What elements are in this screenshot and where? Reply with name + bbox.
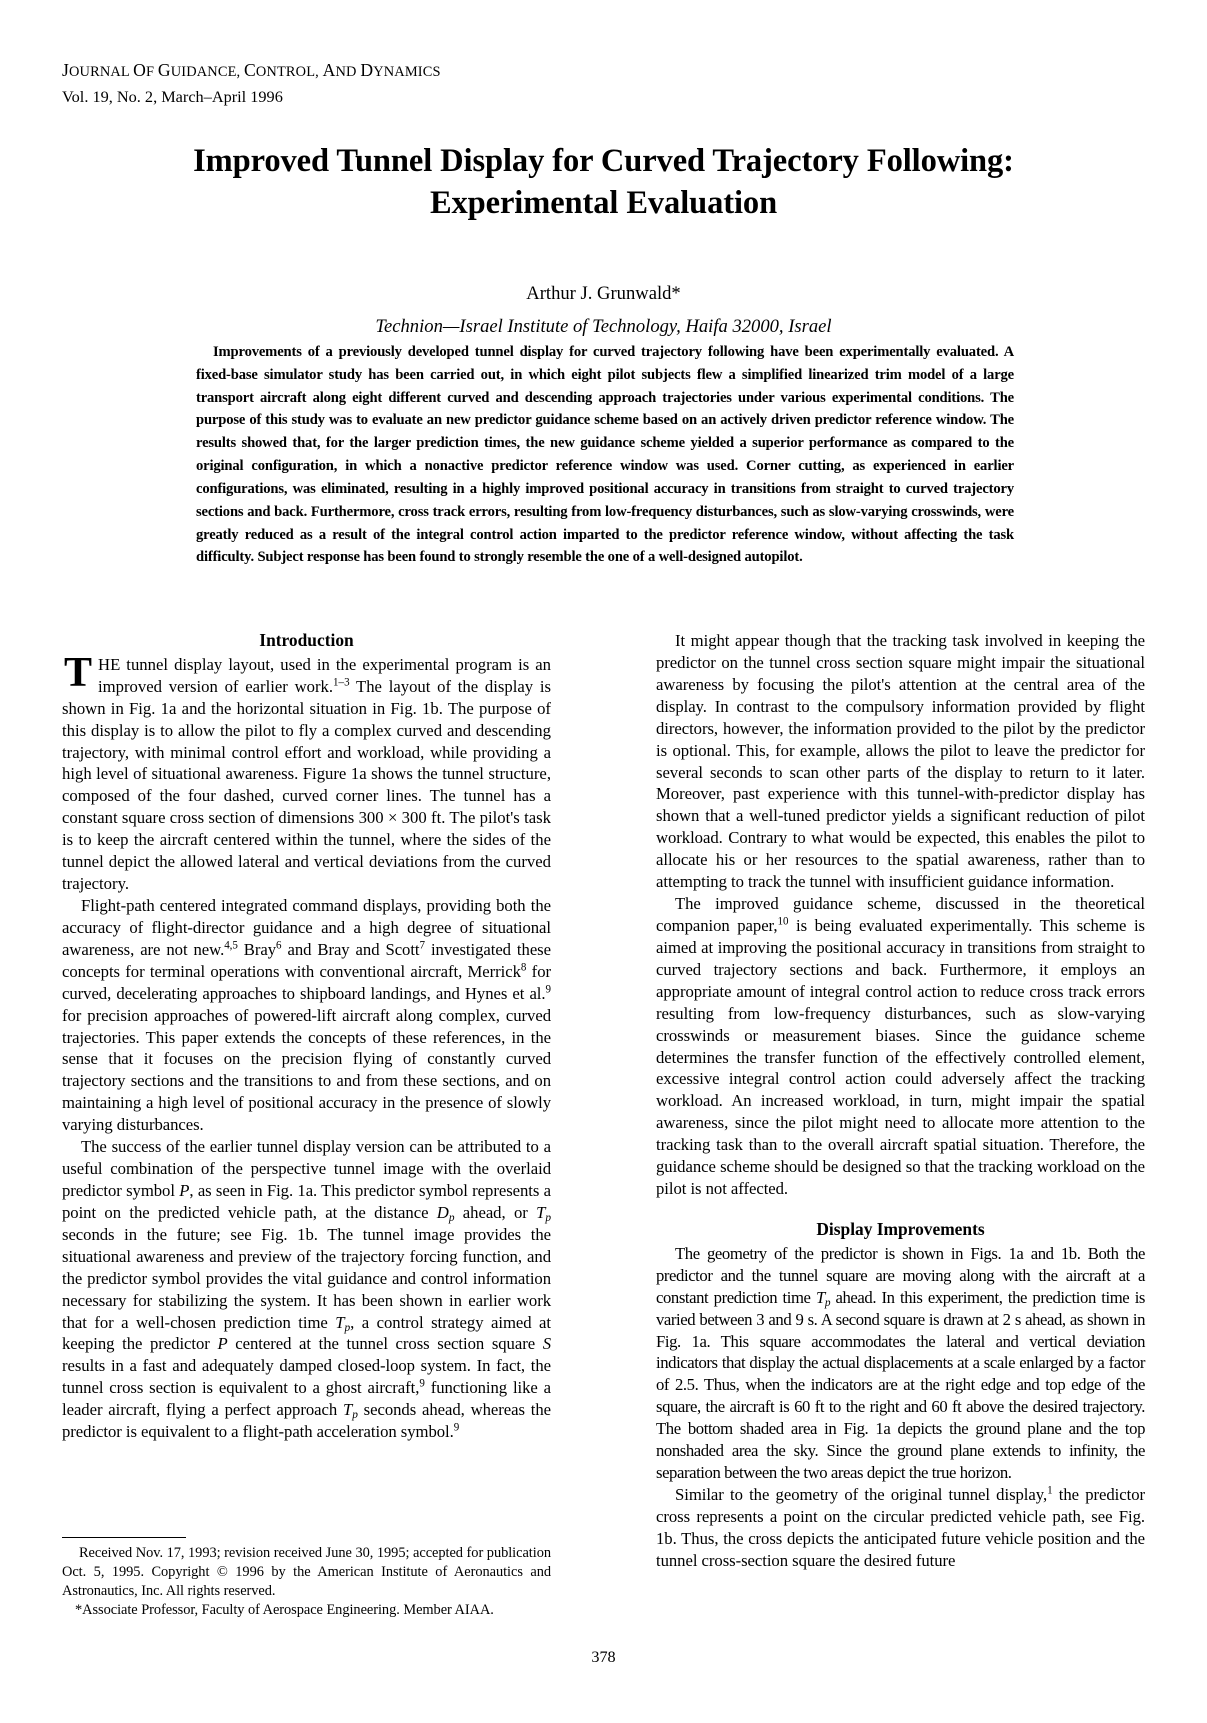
citation-ref: 6 (276, 939, 282, 952)
volume-issue-line: Vol. 19, No. 2, March–April 1996 (62, 86, 283, 106)
citation-ref: 1–3 (333, 676, 350, 689)
paragraph-text: , a control strategy aimed at keeping the predictor (62, 1312, 551, 1354)
citation-ref: 10 (777, 915, 789, 928)
paragraph-text: Similar to the geometry of the original tunnel display, (675, 1484, 1048, 1504)
math-variable-Tp (342, 1400, 358, 1422)
math-base: T (536, 1202, 546, 1222)
paragraph-text: the predictor cross represents a point on the circular predicted vehicle path, see Fig. 1b. Thus, the cross depicts the anticipated future vehicle position and the tunnel cross-section square the desired future (656, 1484, 1145, 1570)
paragraph-right-2 (656, 893, 1145, 1200)
math-variable-P: P (217, 1334, 228, 1354)
drop-cap: T (64, 649, 93, 696)
paragraph-text: for precision approaches of powered-lift aircraft along complex, curved trajectories. This paper extends the concepts of these references, in the sense that it focuses on the precision flying of constantly curved trajectory sections and the transitions to and from these sections, and on maintaining a high level of positional accuracy in the presence of slowly varying disturbances. (62, 1005, 551, 1135)
column-left (62, 630, 551, 1443)
math-base: T (815, 1287, 825, 1307)
article-title-line-1: Improved Tunnel Display for Curved Trajectory Following: (193, 143, 1014, 179)
math-variable-P: P (179, 1181, 190, 1200)
author-affiliation: Technion—Israel Institute of Technology, Haifa 32000, Israel (375, 315, 832, 337)
paragraph-right-1: It might appear though that the tracking task involved in keeping the predictor on the tunnel cross section square might impair the situational awareness by focusing the pilot's attention at the central area of the display. In contrast to the compulsory information provided by flight directors, however, the information provided to the pilot by the predictor is optional. This, for example, allows the pilot to leave the predictor for several seconds to scan other parts of the display to return to it later. Moreover, past experience with this tunnel-with-predictor display has shown that a well-tuned predictor yields a significant reduction of pilot workload. Contrary to what would be expected, this enables the pilot to allocate his or her resources to the spatial awareness, rather than to attempting to track the tunnel with insufficient guidance information. (656, 631, 1145, 892)
running-head (62, 58, 762, 108)
title-block (62, 140, 1145, 340)
paragraph-text: HE tunnel display layout, used in the experimental program is an improved version of earlier work. (98, 654, 551, 696)
paragraph-text: results in a fast and adequately damped closed-loop system. In fact, the tunnel cross section is equivalent to a ghost aircraft, (62, 1356, 551, 1398)
paragraph-text: , as seen in Fig. 1a. This predictor symbol represents a point on the predicted vehicle path, at the distance (62, 1181, 551, 1222)
paragraph-text: ahead, or (454, 1202, 537, 1222)
abstract: Improvements of a previously developed tunnel display for curved trajectory following have been experimentally evaluated. A fixed-base simulator study has been carried out, in which eight pilot subjects flew a simplified linearized trim model of a large transport aircraft along eight different curved and descending approach trajectories under various experimental conditions. The purpose of this study was to evaluate an new predictor guidance scheme based on an actively driven predictor reference window. The results showed that, for the larger prediction times, the new guidance scheme yielded a superior performance as compared to the original configuration, in which a nonactive predictor reference window was used. Corner cutting, as experienced in earlier configurations, was eliminated, resulting in a highly improved positional accuracy in transitions from straight to curved trajectory sections and back. Furthermore, cross track errors, resulting from low-frequency disturbances, such as slow-varying crosswinds, were greatly reduced as a result of the integral control action imparted to the predictor reference window, without affecting the task difficulty. Subject response has been found to strongly resemble the one of a well-designed autopilot. (196, 344, 1014, 566)
page-title (62, 140, 1145, 225)
citation-ref: 8 (520, 961, 527, 974)
math-subscript: p (344, 1321, 351, 1334)
paragraph-text: for curved, decelerating approaches to shipboard landings, and Hynes et al. (62, 961, 551, 1003)
section-heading-display-improvements: Display Improvements (816, 1218, 985, 1239)
math-base: T (335, 1312, 345, 1332)
math-subscript: p (545, 1212, 551, 1225)
footnote-divider (62, 1537, 186, 1538)
column-right (656, 630, 1145, 1572)
paragraph-text: The geometry of the predictor is shown in Figs. 1a and 1b. Both the predictor and the tunnel square are moving along with the aircraft at a constant prediction time (656, 1243, 1145, 1307)
paragraph-text: is being evaluated experimentally. This scheme is aimed at improving the positional accuracy in transitions from straight to curved trajectory sections and back. Furthermore, it employs an appropriate amount of integral control action to reduce cross track errors resulting from low-frequency disturbances, such as slow-varying crosswinds or measurement biases. Since the guidance scheme determines the transfer function of the effectively controlled element, excessive integral control action could adversely affect the tracking workload. An increased workload, in turn, might impair the spatial awareness, since the pilot might need to allocate more attention to the tracking task than to the overall aircraft spatial situation. Therefore, the guidance scheme should be designed so that the tracking workload on the pilot is not affected. (656, 915, 1145, 1199)
math-base: T (342, 1400, 353, 1420)
math-variable-S: S (542, 1334, 552, 1354)
paragraph-right-3 (656, 1243, 1145, 1484)
paragraph-text: The improved guidance scheme, discussed in the theoretical companion paper, (656, 894, 1145, 935)
citation-ref: 9 (545, 983, 551, 996)
section-heading-introduction: Introduction (259, 630, 354, 650)
paragraph-text: functioning like a leader aircraft, flying a perfect approach (62, 1378, 552, 1420)
paragraph-text: and Bray and Scott (281, 939, 420, 959)
math-variable-Dp (436, 1202, 455, 1225)
paragraph-text: Bray (237, 939, 277, 959)
paragraph-intro-1 (62, 649, 551, 895)
paragraph-text: The layout of the display is shown in Fig. 1a and the horizontal situation in Fig. 1b. The purpose of this display is to allow the pilot to fly a complex curved and descending trajectory, with minimal control effort and workload, while providing a high level of situational awareness. Figure 1a shows the tunnel structure, composed of the four dashed, curved corner lines. The tunnel has a constant square cross section of dimensions 300 × 300 ft. The pilot's task is to keep the aircraft centered within the tunnel, where the sides of the tunnel depict the allowed lateral and vertical deviations from the curved trajectory. (62, 676, 551, 894)
citation-ref: 4,5 (224, 939, 238, 952)
paragraph-text: Flight-path centered integrated command displays, providing both the accuracy of flight-director guidance and a high degree of situational awareness, are not new. (62, 896, 551, 959)
footnote-author-note: *Associate Professor, Faculty of Aerospace Engineering. Member AIAA. (75, 1601, 494, 1618)
math-subscript: p (448, 1212, 455, 1225)
paragraph-text: seconds ahead, whereas the predictor is equivalent to a flight-path acceleration symbol. (62, 1400, 551, 1442)
footnote-block (62, 1537, 551, 1619)
paragraph-text: seconds in the future; see Fig. 1b. The tunnel image provides the situational awareness and preview of the trajectory forcing function, and the predictor symbol provides the vital guidance and control information necessary for stabilizing the system. It has been shown in earlier work that for a well-chosen prediction time (62, 1224, 551, 1332)
page-number: 378 (591, 1648, 616, 1666)
math-subscript: p (352, 1409, 358, 1422)
citation-ref: 9 (453, 1421, 460, 1434)
citation-ref: 1 (1047, 1484, 1053, 1497)
paragraph-text: ahead. In this experiment, the prediction time is varied between 3 and 9 s. A second square is drawn at 2 s ahead, as shown in Fig. 1a. This square accommodates the lateral and vertical deviation indicators that display the actual displacements at a scale enlarged by a factor of 2.5. Thus, when the indicators are at the right edge and top edge of the square, the aircraft is 60 ft to the right and 60 ft above the desired trajectory. The bottom shaded area in Fig. 1a depicts the ground plane and the top nonshaded area the sky. Since the ground plane extends to infinity, the separation between the two areas depict the true horizon. (656, 1287, 1145, 1483)
body-columns (62, 630, 1145, 1600)
citation-ref: 9 (419, 1377, 425, 1390)
math-variable-Tp (816, 1288, 830, 1307)
paragraph-intro-3 (62, 1136, 551, 1443)
author-name: Arthur J. Grunwald* (526, 282, 681, 304)
journal-name: JOURNAL OF GUIDANCE, CONTROL, AND DYNAMICS (62, 60, 441, 80)
math-subscript: p (824, 1296, 831, 1309)
math-variable-Tp (536, 1202, 551, 1225)
paragraph-text: investigated these concepts for terminal operations with conventional aircraft, Merrick (62, 939, 551, 981)
paragraph-intro-2 (62, 895, 551, 1136)
citation-ref: 7 (419, 939, 425, 952)
paragraph-text: The success of the earlier tunnel display version can be attributed to a useful combination of the perspective tunnel image with the overlaid predictor symbol (62, 1137, 551, 1200)
math-variable-Tp (335, 1313, 350, 1332)
article-title-line-2: Experimental Evaluation (429, 185, 778, 222)
paragraph-right-4 (656, 1484, 1145, 1572)
math-base: D (436, 1202, 449, 1222)
paragraph-text: centered at the tunnel cross section square (227, 1334, 543, 1354)
footnote-received-copyright: Received Nov. 17, 1993; revision received June 30, 1995; accepted for publication Oct. 5, 1995. Copyright © 1996 by the American Institute of Aeronautics and Astronautics, Inc. All rights reserved. (62, 1545, 551, 1599)
